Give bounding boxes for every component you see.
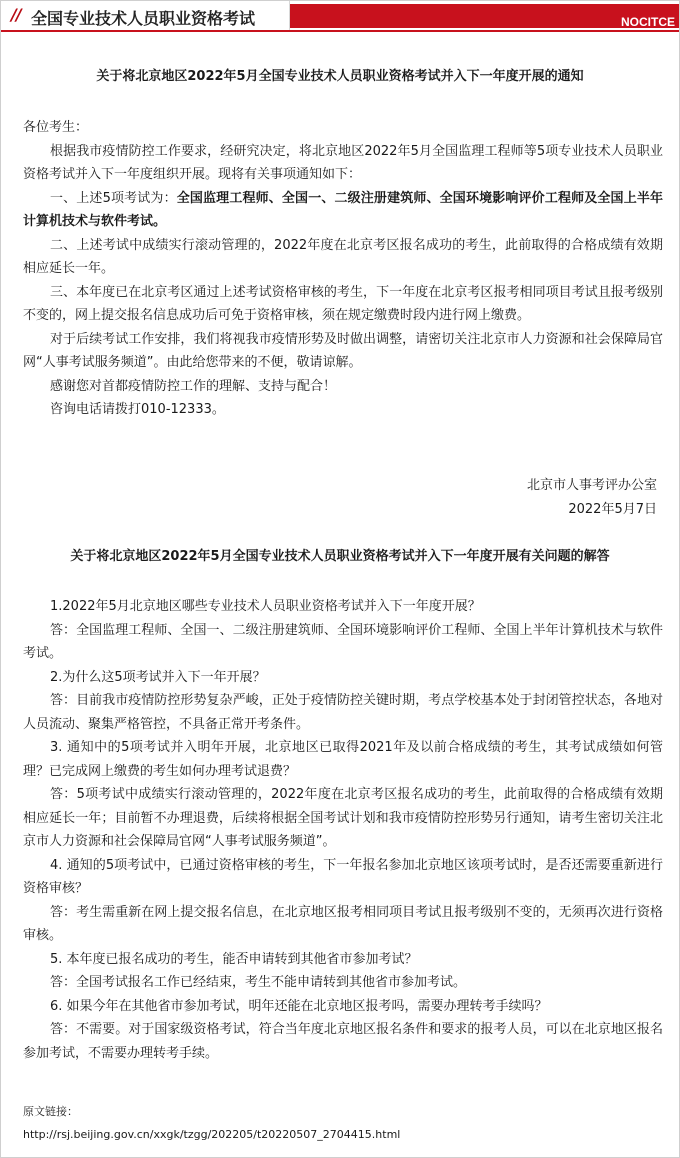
faq-question: 2.为什么这5项考试并入下一年开展？ (50, 669, 266, 685)
faq-title: 关于将北京地区2022年5月全国专业技术人员职业资格考试并入下一年度开展有关问题的解答 (70, 549, 610, 564)
notice-item-1 (23, 187, 663, 234)
site-title: 全国专业技术人员职业资格考试 (31, 9, 256, 28)
signature-org: 北京市人事考评办公室 (526, 478, 657, 493)
faq-question: 1.2022年5月北京地区哪些专业技术人员职业资格考试并入下一年度开展？ (50, 599, 481, 614)
faq-question: 5. 本年度已报名成功的考生，能否申请转到其他省市参加考试？ (50, 951, 418, 967)
header-accent-bar (290, 4, 679, 28)
notice-intro: 根据我市疫情防控工作要求，经研究决定，将北京地区2022年5月全国监理工程师等5项专业技术人员职业资格考试并入下一年度组织开展。现将有关事项通知如下： (23, 143, 663, 182)
source-link[interactable]: http://rsj.beijing.gov.cn/xxgk/tzgg/202205/t20220507_2704415.html (23, 1128, 401, 1141)
faq-answer: 答：全国考试报名工作已经结束，考生不能申请转到其他省市参加考试。 (50, 975, 467, 990)
signature-date: 2022年5月7日 (568, 501, 657, 517)
item1-exams: 全国监理工程师、全国一、二级注册建筑师、全国环境影响评价工程师及全国上半年计算机技术与软件考试。 (23, 190, 663, 229)
header-tab (1, 1, 290, 31)
greeting: 各位考生： (23, 120, 89, 135)
slash-decoration: // (11, 5, 21, 24)
faq-question: 6. 如果今年在其他省市参加考试，明年还能在北京地区报考吗，需要办理转考手续吗？ (50, 998, 548, 1014)
source-label: 原文链接： (23, 1105, 78, 1118)
brand-logo-text: NOCITCE (621, 15, 675, 29)
notice-followup: 对于后续考试工作安排，我们将视我市疫情形势及时做出调整，请密切关注北京市人力资源和社会保障局官网“人事考试服务频道”。由此给您带来的不便，敬请谅解。 (23, 331, 663, 370)
notice-body (23, 116, 663, 422)
notice-item-2: 二、上述考试中成绩实行滚动管理的，2022年度在北京考区报名成功的考生，此前取得的合格成绩有效期相应延长一年。 (23, 237, 663, 276)
item1-lead: 一、上述5项考试为： (50, 190, 177, 206)
faq-answer: 答：5项考试中成绩实行滚动管理的，2022年度在北京考区报名成功的考生，此前取得的合格成绩有效期相应延长一年；目前暂不办理退费，后续将根据全国考试计划和我市疫情防控形势另行通知，请考生密切关注北京市人力资源和社会保障局官网“人事考试服务频道”。 (23, 787, 663, 849)
notice-item-3: 三、本年度已在北京考区通过上述考试资格审核的考生，下一年度在北京考区报考相同项目考试且报考级别不变的，网上提交报名信息成功后可免于资格审核，须在规定缴费时段内进行网上缴费。 (23, 284, 663, 323)
site-header (1, 1, 679, 31)
notice-thanks: 感谢您对首都疫情防控工作的理解、支持与配合！ (50, 378, 337, 394)
faq-body (23, 595, 663, 1065)
signature-block (23, 474, 657, 521)
notice-hotline: 咨询电话请拨打010-12333。 (50, 402, 225, 417)
faq-answer: 答：不需要。对于国家级资格考试，符合当年度北京地区报名条件和要求的报考人员，可以在北京地区报名参加考试，不需要办理转考手续。 (23, 1022, 663, 1061)
faq-answer: 答：全国监理工程师、全国一、二级注册建筑师、全国环境影响评价工程师、全国上半年计算机技术与软件考试。 (23, 622, 663, 661)
faq-answer: 答：考生需重新在网上提交报名信息，在北京地区报考相同项目考试且报考级别不变的，无须再次进行资格审核。 (23, 904, 663, 943)
header-underline (1, 30, 679, 32)
faq-question: 4. 通知的5项考试中，已通过资格审核的考生，下一年报名参加北京地区该项考试时，是否还需要重新进行资格审核？ (23, 857, 663, 896)
notice-title: 关于将北京地区2022年5月全国专业技术人员职业资格考试并入下一年度开展的通知 (96, 69, 584, 84)
faq-answer: 答：目前我市疫情防控形势复杂严峻，正处于疫情防控关键时期，考点学校基本处于封闭管控状态，各地对人员流动、聚集严格管控，不具备正常开考条件。 (23, 693, 663, 732)
faq-question: 3. 通知中的5项考试并入明年开展，北京地区已取得2021年及以前合格成绩的考生，其考试成绩如何管理？已完成网上缴费的考生如何办理考试退费？ (23, 740, 663, 779)
